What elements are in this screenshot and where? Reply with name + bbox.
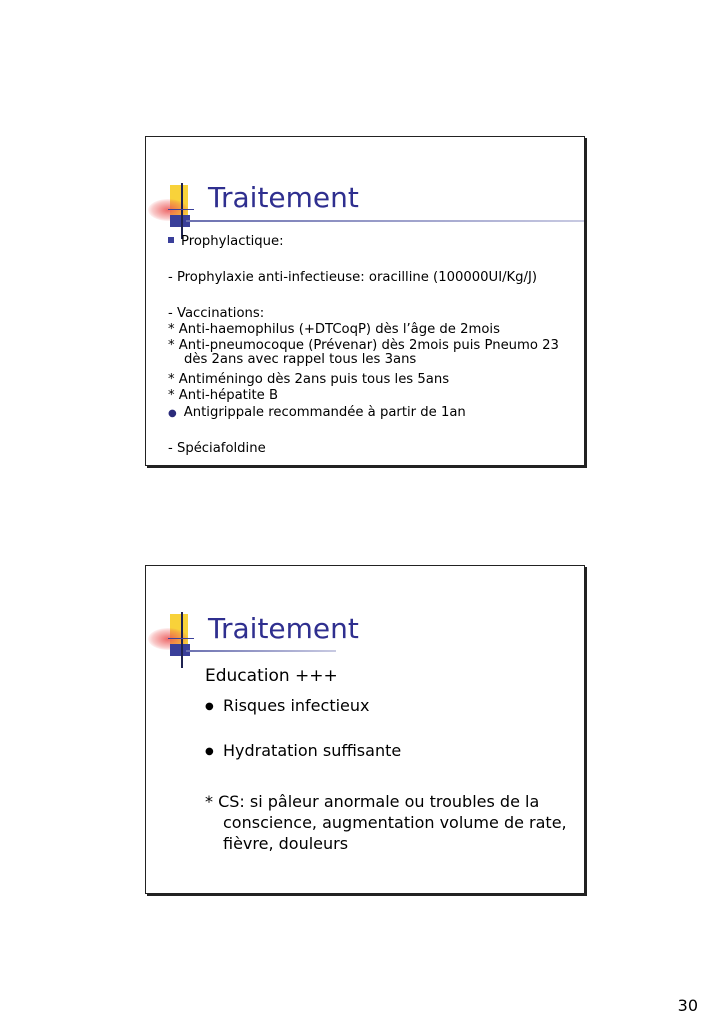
bullet-dot-icon: ● — [168, 408, 177, 419]
list-item: * CS: si pâleur anormale ou troubles de la — [205, 792, 540, 811]
slide-title: Traitement — [208, 181, 359, 214]
slide-decoration — [146, 566, 216, 656]
square-bullet-icon — [168, 237, 174, 243]
slide-2 — [145, 565, 585, 894]
title-underline — [186, 220, 584, 222]
title-underline — [186, 650, 336, 652]
slide-1 — [145, 136, 585, 466]
list-item: - Prophylaxie anti-infectieuse: oracilline (100000UI/Kg/J) — [168, 270, 538, 285]
list-item: * Antiméningo dès 2ans puis tous les 5ans — [168, 372, 450, 387]
slide-title: Traitement — [208, 612, 359, 645]
list-item: conscience, augmentation volume de rate, — [223, 813, 567, 832]
bullet-dot-icon: ● — [205, 701, 214, 712]
list-item: * Anti-hépatite B — [168, 388, 279, 403]
list-item: * Anti-pneumocoque (Prévenar) dès 2mois puis Pneumo 23 — [168, 338, 559, 353]
list-item: - Spéciafoldine — [168, 441, 266, 456]
list-item: Hydratation suffisante — [223, 741, 402, 760]
list-item: * Anti-haemophilus (+DTCoqP) dès l’âge de 2mois — [168, 322, 500, 337]
list-item: Prophylactique: — [168, 234, 284, 250]
list-item: ● Antigrippale recommandée à partir de 1an — [168, 405, 466, 420]
list-item: dès 2ans avec rappel tous les 3ans — [184, 352, 417, 367]
section-heading: Education +++ — [205, 666, 338, 686]
list-item: - Vaccinations: — [168, 306, 265, 321]
list-item: fièvre, douleurs — [223, 834, 349, 853]
list-item: Risques infectieux — [223, 696, 370, 715]
page-number: 30 — [677, 996, 698, 1015]
bullet-dot-icon: ● — [205, 746, 214, 757]
slide-decoration — [146, 137, 216, 227]
